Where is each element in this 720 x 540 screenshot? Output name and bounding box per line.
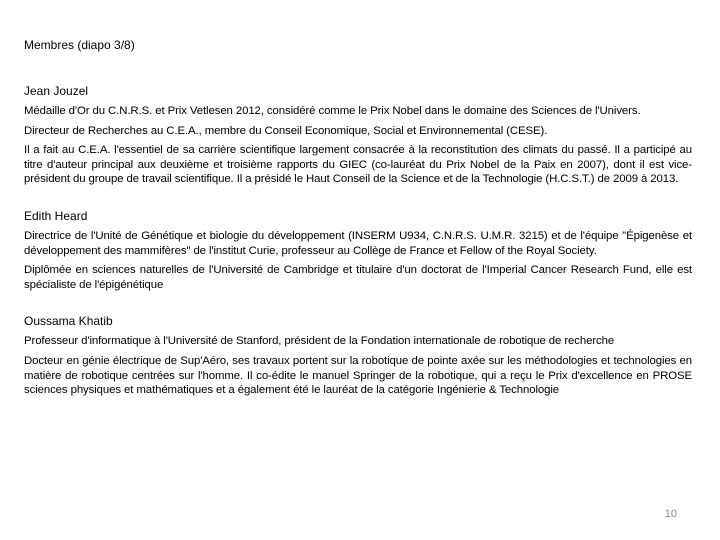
slide-title: Membres (diapo 3/8) (24, 38, 135, 52)
member-paragraph: Diplômée en sciences naturelles de l'Université de Cambridge et titulaire d'un doctorat de l'Imperial Cancer Research Fund, elle est spécialiste de l'épigénétique (24, 264, 692, 291)
member-oussama-khatib (24, 314, 692, 397)
member-paragraph: Directeur de Recherches au C.E.A., membre du Conseil Economique, Social et Environnemental (CESE). (24, 124, 548, 137)
member-edith-heard (24, 209, 692, 292)
member-paragraph: Directrice de l'Unité de Génétique et biologie du développement (INSERM U934, C.N.R.S. U.M.R. 3215) et de l'équipe "Épigenèse et développement des mammifères" de l'institut Curie, professeur au Collège de France et Fellow of the Royal Society. (24, 229, 692, 257)
slide-content (24, 38, 692, 420)
member-paragraph: Il a fait au C.E.A. l'essentiel de sa carrière scientifique largement consacrée à la reconstitution des climats du passé. Il a participé au titre d'auteur principal aux deuxième et troisième rapports du GIEC (co-lauréat du Prix Nobel de la Paix en 2007), dont il est vice-président du groupe de travail scientifique. Il a présidé le Haut Conseil de la Science et de la Technologie (H.C.S.T.) de 2009 à 2013. (24, 144, 692, 186)
member-jean-jouzel (24, 84, 692, 187)
member-paragraph: Médaille d'Or du C.N.R.S. et Prix Vetlesen 2012, considéré comme le Prix Nobel dans le domaine des Sciences de l'Univers. (24, 105, 641, 117)
member-name: Jean Jouzel (24, 84, 89, 98)
member-name: Edith Heard (24, 208, 88, 223)
member-name: Oussama Khatib (24, 314, 113, 329)
page-number: 10 (664, 508, 677, 520)
member-paragraph: Professeur d'informatique à l'Université de Stanford, président de la Fondation internationale de robotique de recherche (24, 335, 615, 348)
member-paragraph: Docteur en génie électrique de Sup'Aéro, ses travaux portent sur la robotique de pointe axée sur les méthodologies et technologies en matière de robotique centrées sur l'homme. Il co-édite le manuel Springer de la robotique, qui a reçu le Prix d'excellence en PROSE sciences physiques et mathématiques et a également été le lauréat de la catégorie Ingénierie & Technologie (24, 354, 692, 397)
